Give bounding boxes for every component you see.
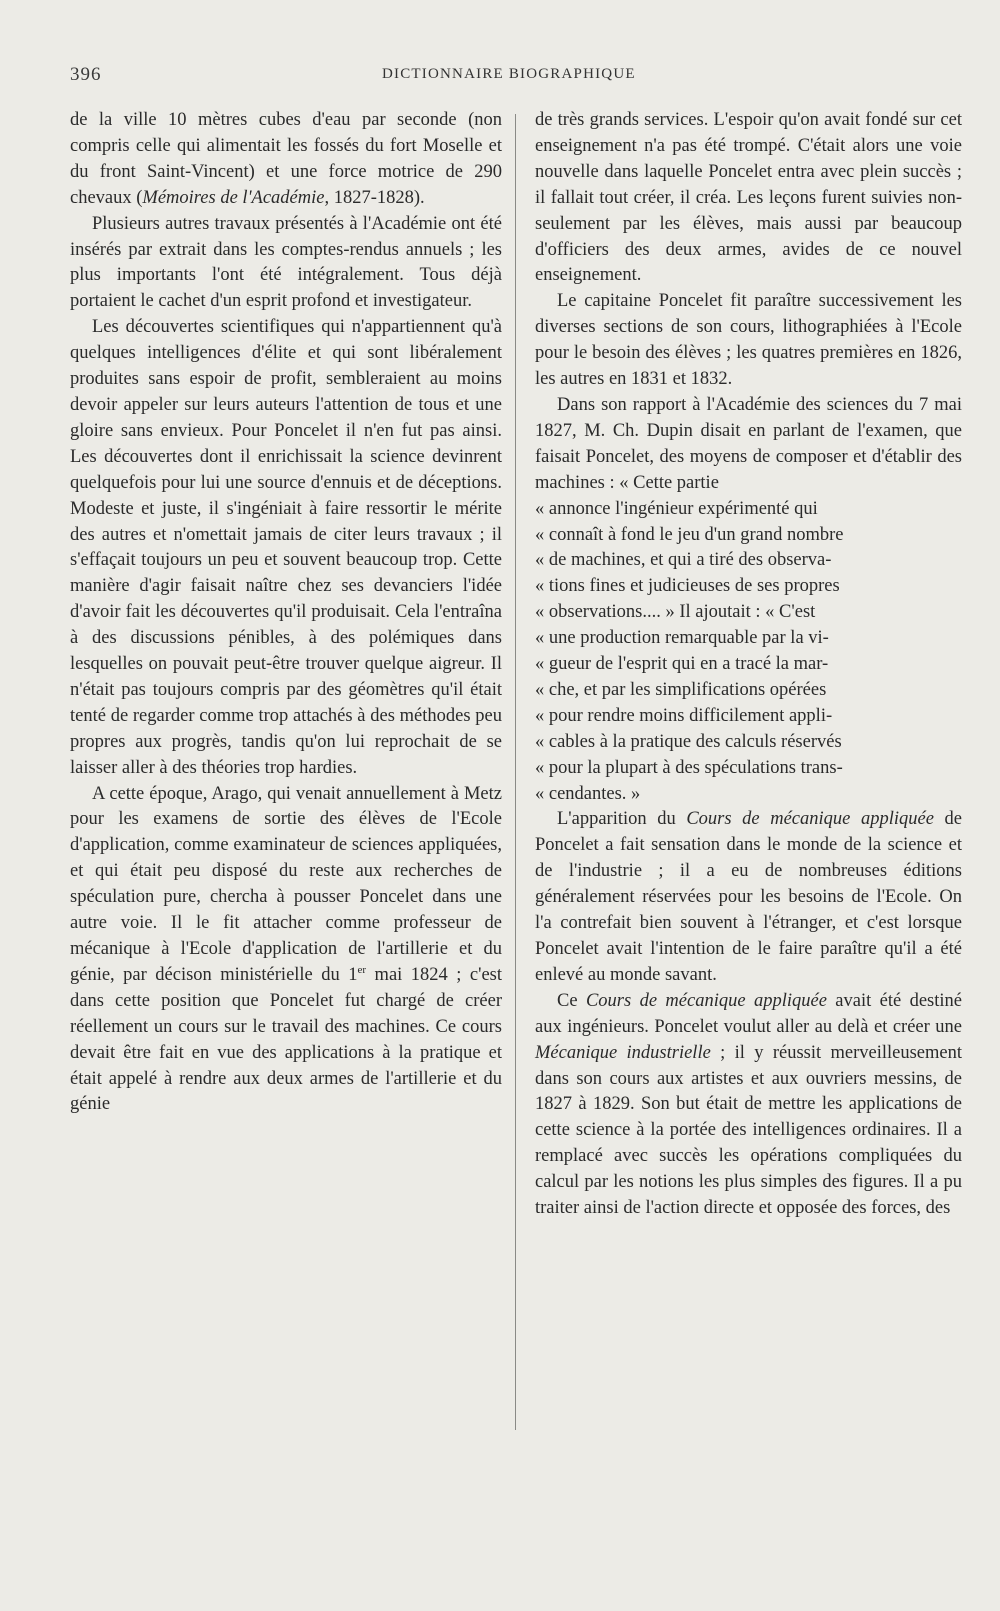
quote-line: « de machines, et qui a tiré des observa- (535, 550, 832, 571)
italic-citation: Mémoires de l'Académie (142, 187, 325, 208)
running-head: DICTIONNAIRE BIOGRAPHIQUE (382, 66, 636, 82)
right-column (535, 108, 962, 1222)
quote-line: « observations.... » Il ajoutait : « C'est (535, 602, 816, 623)
left-column (70, 108, 502, 1118)
quote-line: « une production remarquable par la vi- (535, 628, 829, 649)
quotation-block (535, 497, 962, 808)
paragraph: Ce Cours de mécanique appliquée avait été destiné aux ingénieurs. Poncelet voulut aller au delà et créer une Mécanique industrielle ; il y réussit merveilleusement dans son cours aux artistes et aux ouvriers messins, de 1827 à 1829. Son but était de mettre les applications de cette science à la portée des intelligences ordinaires. Il a remplacé avec succès les opérations compliquées du calcul par les notions les plus simples des figures. Il a pu traiter ainsi de l'action directe et opposée des forces, des (535, 990, 962, 1219)
quote-line: « che, et par les simplifications opérées (535, 679, 827, 700)
paragraph: L'apparition du Cours de mécanique appliquée de Poncelet a fait sensation dans le monde de la science et de l'industrie ; il a eu de nombreuses éditions généralement réservées pour les besoins de l'Ecole. On l'a contrefait bien souvent à l'étranger, et c'est lorsque Poncelet avait l'intention de le faire paraître qu'il a été enlevé au monde savant. (535, 809, 962, 985)
italic-title: Cours de mécanique appliquée (585, 990, 827, 1011)
quote-line: « annonce l'ingénieur expérimenté qui (535, 498, 818, 519)
page-header (0, 64, 1000, 92)
quote-line: « cables à la pratique des calculs réservés (535, 731, 842, 752)
quote-line: « tions fines et judicieuses de ses propres (535, 576, 840, 597)
paragraph: Le capitaine Poncelet fit paraître successivement les diverses sections de son cours, lithographiées à l'Ecole pour le besoin des élèves ; les quatres premières en 1826, les autres en 1831 et 1832. (535, 291, 962, 390)
paragraph: Dans son rapport à l'Académie des sciences du 7 mai 1827, M. Ch. Dupin disait en parlant de l'examen, que faisait Poncelet, des moyens de composer et d'établir des machines : « Cette partie (535, 394, 962, 493)
quote-line: « cendantes. » (535, 783, 641, 804)
quote-line: « pour rendre moins difficilement appli- (535, 705, 833, 726)
column-divider (515, 114, 516, 1430)
page-number: 396 (70, 64, 102, 85)
quote-line: « gueur de l'esprit qui en a tracé la mar- (535, 654, 829, 675)
quote-line: « connaît à fond le jeu d'un grand nombre (535, 524, 844, 545)
paragraph: Les découvertes scientifiques qui n'appartiennent qu'à quelques intelligences d'élite et qui sont libéralement produites sans espoir de profit, sembleraient au moins devoir appeler sur leurs auteurs l'attention de tous et une gloire sans envieux. Pour Poncelet il n'en fut pas ainsi. Les découvertes dont il enrichissait la science devinrent quelquefois pour lui une source d'ennuis et de déceptions. Modeste et juste, il s'ingéniait à faire ressortir le mérite des autres et n'omettait jamais de citer leurs travaux ; il s'effaçait toujours un peu et souvent beaucoup trop. Cette manière d'agir faisait naître chez ses devanciers l'idée d'avoir fait les découvertes qu'il produisait. Cela l'entraîna à des discussions pénibles, à des polémiques dans lesquelles on pouvait peut-être trouver quelque aigreur. Il n'était pas toujours compris par des géomètres qu'il était tenté de regarder comme trop attachés à des méthodes peu propres aux progrès, tandis qu'on lui reprochait de se laisser aller à des théories trop hardies. (70, 317, 502, 778)
paragraph: Plusieurs autres travaux présentés à l'Académie ont été insérés par extrait dans les comptes-rendus annuels ; les plus importants l'ont été intégralement. Tous déjà portaient le cachet d'un esprit profond et investigateur. (70, 213, 502, 312)
paragraph: de très grands services. L'espoir qu'on avait fondé sur cet enseignement n'a pas été trompé. C'était alors une voie nouvelle dans laquelle Poncelet entra avec plein succès ; il fallait tout créer, il créa. Les leçons furent suivies non-seulement par les élèves, mais aussi par beaucoup d'officiers des deux armes, avides de ce nouvel enseignement. (535, 110, 962, 286)
italic-title: Cours de mécanique appliquée (686, 809, 934, 830)
paragraph: de la ville 10 mètres cubes d'eau par seconde (non compris celle qui alimentait les fossés du fort Moselle et du front Saint-Vincent) et une force motrice de 290 chevaux (Mémoires de l'Académie, 1827-1828). (70, 110, 502, 208)
paragraph: A cette époque, Arago, qui venait annuellement à Metz pour les examens de sortie des élèves de l'Ecole d'application, comme examinateur de sciences appliquées, et qui était peu disposé du reste aux recherches de spéculation pure, chercha à pousser Poncelet dans une autre voie. Il le fit attacher comme professeur de mécanique à l'Ecole d'application de l'artillerie et du génie, par décison ministérielle du 1er mai 1824 ; c'est dans cette position que Poncelet fut chargé de créer réellement un cours sur le travail des machines. Ce cours devait être fait en vue des applications à la pratique et était appelé à rendre aux deux armes de l'artillerie et du génie (70, 783, 503, 1115)
italic-title: Mécanique industrielle (535, 1042, 711, 1063)
quote-line: « pour la plupart à des spéculations trans- (535, 757, 843, 778)
